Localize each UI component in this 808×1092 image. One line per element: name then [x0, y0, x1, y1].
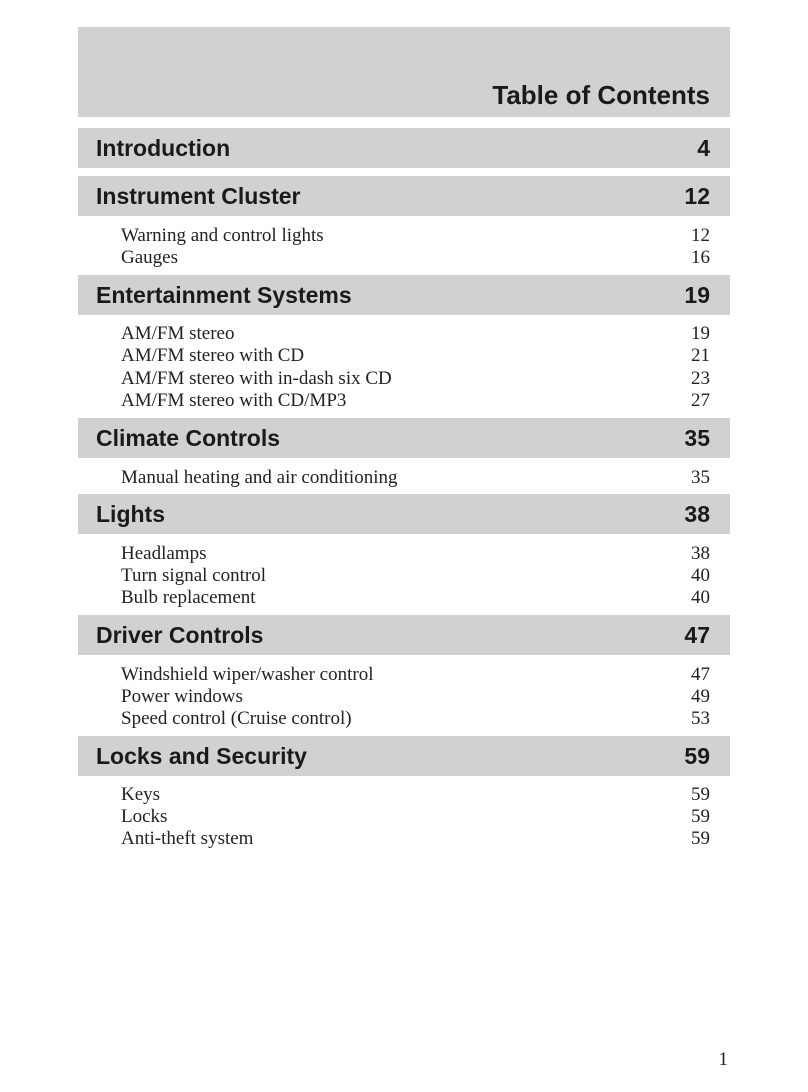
section-title: Lights — [96, 500, 165, 527]
title-band — [78, 27, 730, 117]
entry-page: 21 — [691, 345, 710, 366]
toc-entry[interactable] — [121, 806, 710, 828]
section-title: Locks and Security — [96, 742, 307, 769]
section-climate-controls[interactable] — [78, 418, 730, 458]
entry-label: Headlamps — [121, 543, 207, 564]
entry-label: Power windows — [121, 686, 243, 707]
entry-page: 53 — [691, 708, 710, 729]
section-page: 38 — [684, 500, 710, 527]
section-page: 4 — [697, 134, 710, 161]
section-page: 35 — [684, 424, 710, 451]
section-page: 47 — [684, 621, 710, 648]
section-title: Entertainment Systems — [96, 281, 352, 308]
entry-label: AM/FM stereo with CD — [121, 345, 305, 366]
toc-entry[interactable] — [121, 390, 710, 412]
entry-page: 59 — [691, 784, 710, 805]
entry-page: 40 — [691, 565, 710, 586]
section-title: Climate Controls — [96, 424, 281, 451]
entry-page: 16 — [691, 247, 710, 268]
toc-entry[interactable] — [121, 467, 710, 489]
toc-entry[interactable] — [121, 323, 710, 345]
section-title: Introduction — [96, 134, 231, 161]
entry-label: Manual heating and air conditioning — [121, 467, 398, 488]
entry-page: 38 — [691, 543, 710, 564]
entry-page: 35 — [691, 467, 710, 488]
entry-label: Gauges — [121, 247, 178, 268]
entry-page: 23 — [691, 368, 710, 389]
toc-entry[interactable] — [121, 225, 710, 247]
toc-entry[interactable] — [121, 587, 710, 609]
entry-label: AM/FM stereo — [121, 323, 235, 344]
section-page: 59 — [684, 742, 710, 769]
toc-entry[interactable] — [121, 784, 710, 806]
entry-page: 27 — [691, 390, 710, 411]
section-instrument-cluster[interactable] — [78, 176, 730, 216]
toc-entry[interactable] — [121, 708, 710, 730]
section-driver-controls[interactable] — [78, 615, 730, 655]
entry-label: Turn signal control — [121, 565, 266, 586]
section-page: 12 — [684, 182, 710, 209]
entry-label: Anti-theft system — [121, 828, 254, 849]
section-locks-and-security[interactable] — [78, 736, 730, 776]
entry-label: AM/FM stereo with in-dash six CD — [121, 368, 392, 389]
toc-entry[interactable] — [121, 664, 710, 686]
entry-label: Speed control (Cruise control) — [121, 708, 352, 729]
entry-page: 47 — [691, 664, 710, 685]
entry-label: Warning and control lights — [121, 225, 324, 246]
page-title: Table of Contents — [492, 80, 710, 110]
page-number: 1 — [718, 1049, 728, 1070]
toc-entry[interactable] — [121, 565, 710, 587]
entry-page: 40 — [691, 587, 710, 608]
entry-page: 59 — [691, 806, 710, 827]
section-introduction[interactable] — [78, 128, 730, 168]
toc-entry[interactable] — [121, 828, 710, 850]
toc-entry[interactable] — [121, 543, 710, 565]
entry-label: Locks — [121, 806, 168, 827]
entry-page: 12 — [691, 225, 710, 246]
section-lights[interactable] — [78, 494, 730, 534]
toc-entry[interactable] — [121, 686, 710, 708]
entry-label: Windshield wiper/washer control — [121, 664, 374, 685]
entry-label: AM/FM stereo with CD/MP3 — [121, 390, 347, 411]
toc-entry[interactable] — [121, 247, 710, 269]
entry-label: Bulb replacement — [121, 587, 256, 608]
entry-page: 19 — [691, 323, 710, 344]
section-title: Driver Controls — [96, 621, 264, 648]
section-title: Instrument Cluster — [96, 182, 301, 209]
section-page: 19 — [684, 281, 710, 308]
section-entertainment-systems[interactable] — [78, 275, 730, 315]
entry-page: 49 — [691, 686, 710, 707]
toc-entry[interactable] — [121, 345, 710, 367]
entry-label: Keys — [121, 784, 161, 805]
toc-entry[interactable] — [121, 368, 710, 390]
entry-page: 59 — [691, 828, 710, 849]
